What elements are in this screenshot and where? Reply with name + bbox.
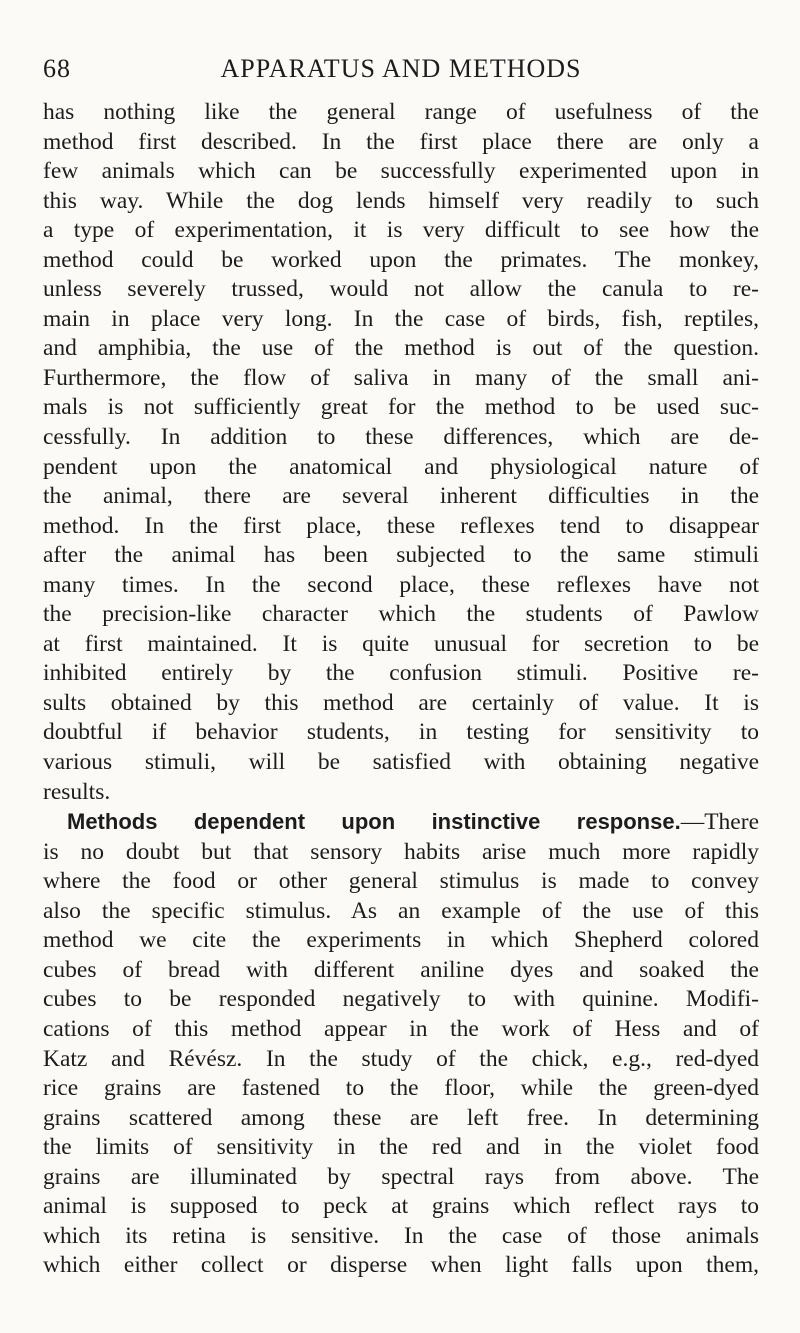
text-line: also the specific stimulus. As an example of the use of this (43, 897, 759, 924)
text-line: after the animal has been subjected to the same stimuli (43, 542, 759, 569)
text-line: unless severely trussed, would not allow the canula to re- (43, 276, 759, 303)
text-line: which either collect or disperse when light falls upon them, (43, 1252, 759, 1279)
text-line: results. (43, 778, 111, 805)
text-line: Katz and Révész. In the study of the chick, e.g., red-dyed (43, 1045, 759, 1072)
body-text (43, 98, 759, 1281)
text-line: Furthermore, the flow of saliva in many of the small ani- (43, 364, 759, 391)
text-line (43, 807, 759, 838)
text-line: sults obtained by this method are certainly of value. It is (43, 689, 759, 716)
text-line: mals is not sufficiently great for the method to be used suc- (43, 394, 759, 421)
text-line: has nothing like the general range of usefulness of the (43, 99, 759, 125)
text-line: which its retina is sensitive. In the case of those animals (43, 1222, 759, 1249)
text-line: method. In the first place, these reflexes tend to disappear (43, 512, 759, 539)
paragraph-saliva-method (43, 98, 759, 807)
text-line: pendent upon the anatomical and physiological nature of (43, 453, 759, 480)
text-line: animal is supposed to peck at grains which reflect rays to (43, 1193, 759, 1220)
text-line: method first described. In the first place there are only a (43, 128, 759, 155)
text-line: inhibited entirely by the confusion stimuli. Positive re- (43, 660, 759, 687)
text-line: doubtful if behavior students, in testing for sensitivity to (43, 719, 759, 746)
text-line: cubes of bread with different aniline dyes and soaked the (43, 956, 759, 983)
paragraph-instinctive-response (43, 807, 759, 1281)
text-line: rice grains are fastened to the floor, while the green-dyed (43, 1075, 759, 1102)
text-line: and amphibia, the use of the method is out of the question. (43, 335, 759, 362)
text-line: main in place very long. In the case of birds, fish, reptiles, (43, 305, 759, 332)
text-line: cessfully. In addition to these differences, which are de- (43, 424, 759, 451)
page-number: 68 (43, 54, 71, 83)
running-head (43, 54, 759, 94)
text-line: various stimuli, will be satisfied with obtaining negative (43, 749, 759, 776)
text-line: method could be worked upon the primates. The monkey, (43, 246, 759, 273)
running-head-title: APPARATUS AND METHODS (220, 54, 582, 83)
text-line: many times. In the second place, these reflexes have not (43, 571, 759, 598)
text-line: grains are illuminated by spectral rays from above. The (43, 1163, 759, 1190)
text-line: a type of experimentation, it is very difficult to see how the (43, 217, 759, 244)
text-line: cubes to be responded negatively to with quinine. Modifi- (43, 986, 759, 1013)
text-line: method we cite the experiments in which Shepherd colored (43, 927, 759, 954)
text-line: at first maintained. It is quite unusual for secretion to be (43, 630, 759, 657)
text-line: the animal, there are several inherent difficulties in the (43, 483, 759, 510)
book-page (43, 54, 759, 1281)
text-line: cations of this method appear in the work of Hess and of (43, 1015, 759, 1042)
text-line: where the food or other general stimulus is made to convey (43, 868, 759, 895)
text-line: this way. While the dog lends himself very readily to such (43, 187, 759, 214)
section-run-in-heading: Methods dependent upon instinctive response. (67, 809, 681, 835)
text-line: is no doubt but that sensory habits arise much more rapidly (43, 838, 759, 865)
text-line: grains scattered among these are left free. In determining (43, 1104, 759, 1131)
text-line: few animals which can be successfully experimented upon in (43, 158, 759, 185)
text-line: the precision-like character which the students of Pawlow (43, 601, 759, 628)
heading-continuation: —There (680, 809, 759, 836)
text-line: the limits of sensitivity in the red and in the violet food (43, 1134, 759, 1161)
